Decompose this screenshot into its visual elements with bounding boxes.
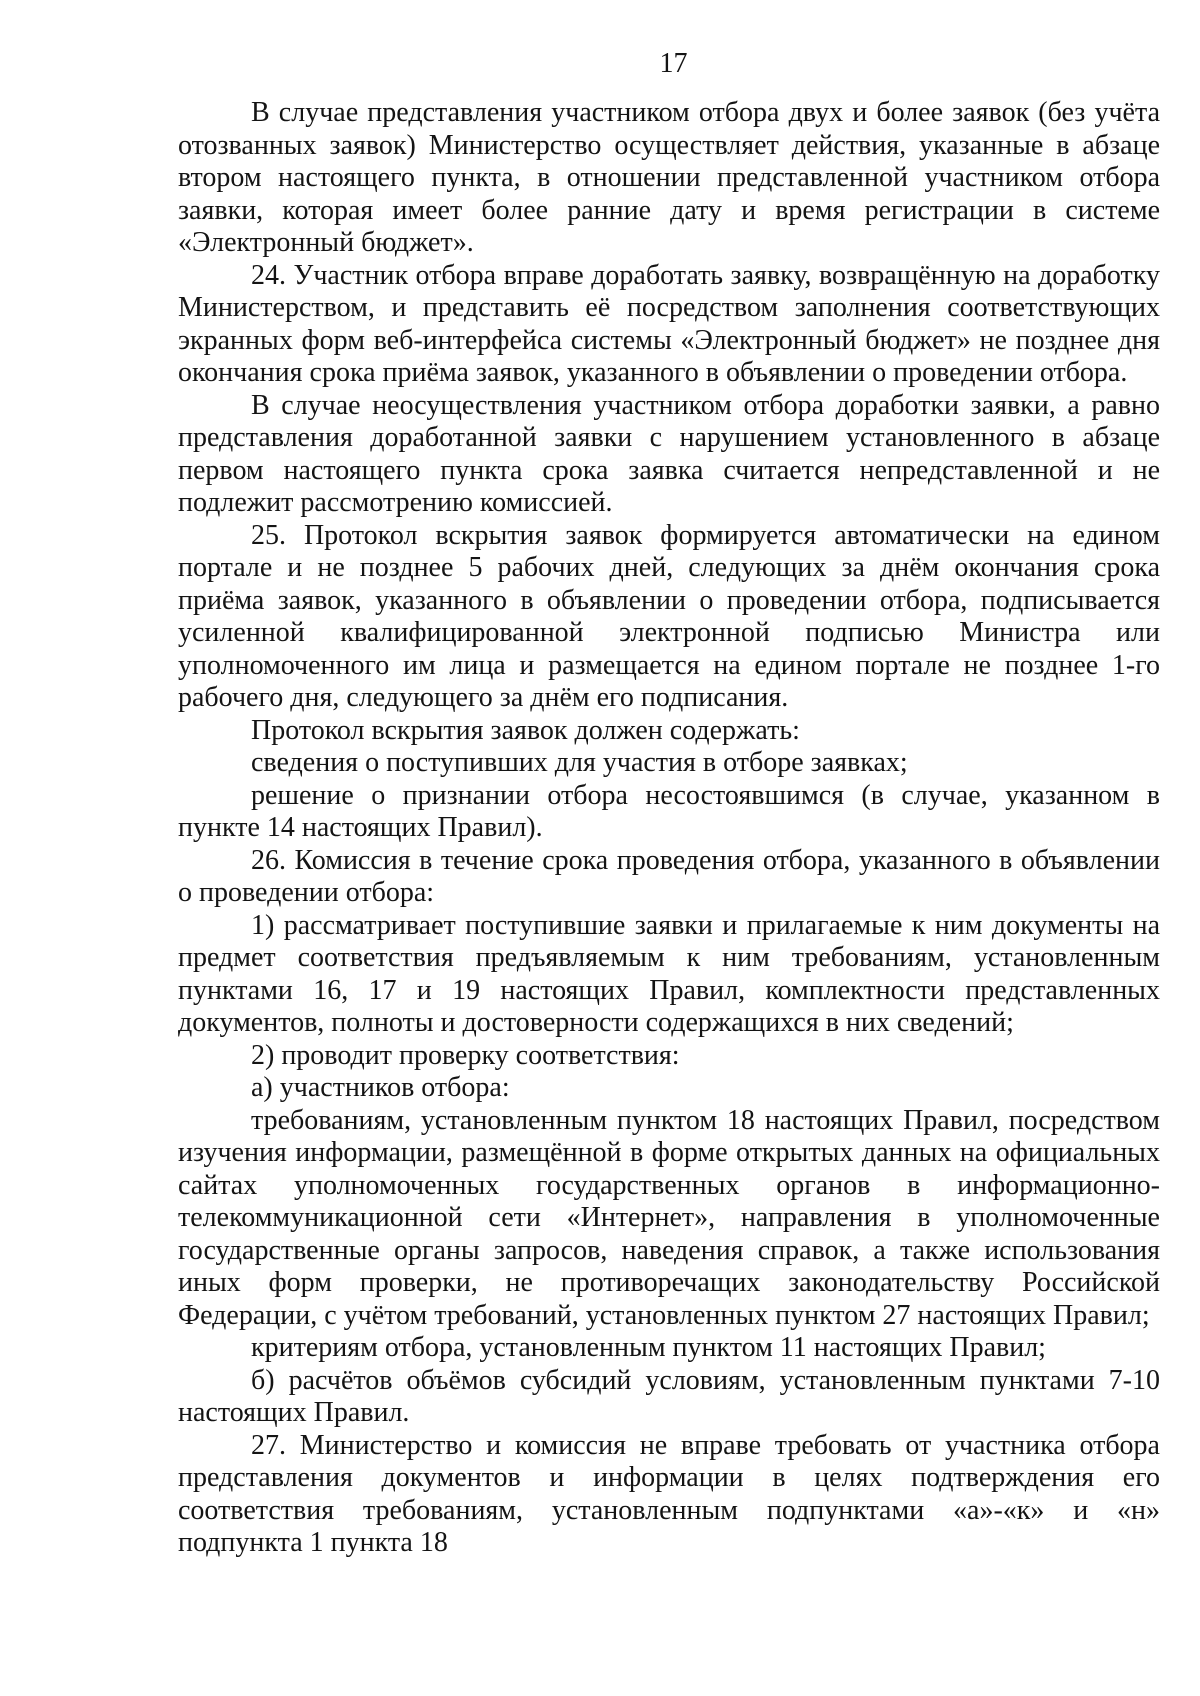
paragraph: 25. Протокол вскрытия заявок формируется автоматически на едином портале и не позднее 5 рабочих дней, следующих за днём окончания срока приёма заявок, указанного в объявлении о проведении отбора, подписывается усиленной квалифицированной электронной подписью Министра или уполномоченного им лица и размещается на едином портале не позднее 1-го рабочего дня, следующего за днём его подписания. — [178, 519, 1160, 713]
paragraph: В случае неосуществления участником отбора доработки заявки, а равно представления доработанной заявки с нарушением установленного в абзаце первом настоящего пункта срока заявка считается непредставленной и не подлежит рассмотрению комиссией. — [178, 389, 1160, 518]
paragraph: 26. Комиссия в течение срока проведения отбора, указанного в объявлении о проведении отбора: — [178, 844, 1160, 908]
page-number: 17 — [659, 48, 688, 79]
paragraph: а) участников отбора: — [251, 1072, 510, 1103]
paragraph: 24. Участник отбора вправе доработать заявку, возвращённую на доработку Министерством, и представить её посредством заполнения соответствующих экранных форм веб-интерфейса системы «Электронный бюджет» не позднее дня окончания срока приёма заявок, указанного в объявлении о проведении отбора. — [178, 259, 1160, 388]
paragraph: решение о признании отбора несостоявшимся (в случае, указанном в пункте 14 настоящих Правил). — [178, 779, 1160, 843]
paragraph: б) расчётов объёмов субсидий условиям, установленным пунктами 7-10 настоящих Правил. — [178, 1364, 1160, 1428]
paragraph: 27. Министерство и комиссия не вправе требовать от участника отбора представления документов и информации в целях подтверждения его соответствия требованиям, установленным подпунктами «а»-«к» и «н» подпункта 1 пункта 18 — [178, 1429, 1160, 1558]
paragraph: сведения о поступивших для участия в отборе заявках; — [251, 747, 908, 778]
paragraph: критериям отбора, установленным пунктом 11 настоящих Правил; — [251, 1332, 1046, 1363]
paragraph: требованиям, установленным пунктом 18 настоящих Правил, посредством изучения информации, размещённой в форме открытых данных на официальных сайтах уполномоченных государственных органов в информационно-телекоммуникационной сети «Интернет», направления в уполномоченные государственные органы запросов, наведения справок, а также использования иных форм проверки, не противоречащих законодательству Российской Федерации, с учётом требований, установленных пунктом 27 настоящих Правил; — [178, 1104, 1160, 1331]
paragraph: Протокол вскрытия заявок должен содержать: — [251, 714, 800, 746]
paragraph: 2) проводит проверку соответствия: — [251, 1039, 680, 1071]
document-body — [178, 97, 1160, 1560]
paragraph: 1) рассматривает поступившие заявки и прилагаемые к ним документы на предмет соответствия предъявляемым к ним требованиям, установленным пунктами 16, 17 и 19 настоящих Правил, комплектности представленных документов, полноты и достоверности содержащихся в них сведений; — [178, 909, 1160, 1038]
paragraph: В случае представления участником отбора двух и более заявок (без учёта отозванных заявок) Министерство осуществляет действия, указанные в абзаце втором настоящего пункта, в отношении представленной участником отбора заявки, которая имеет более ранние дату и время регистрации в системе «Электронный бюджет». — [178, 97, 1160, 258]
